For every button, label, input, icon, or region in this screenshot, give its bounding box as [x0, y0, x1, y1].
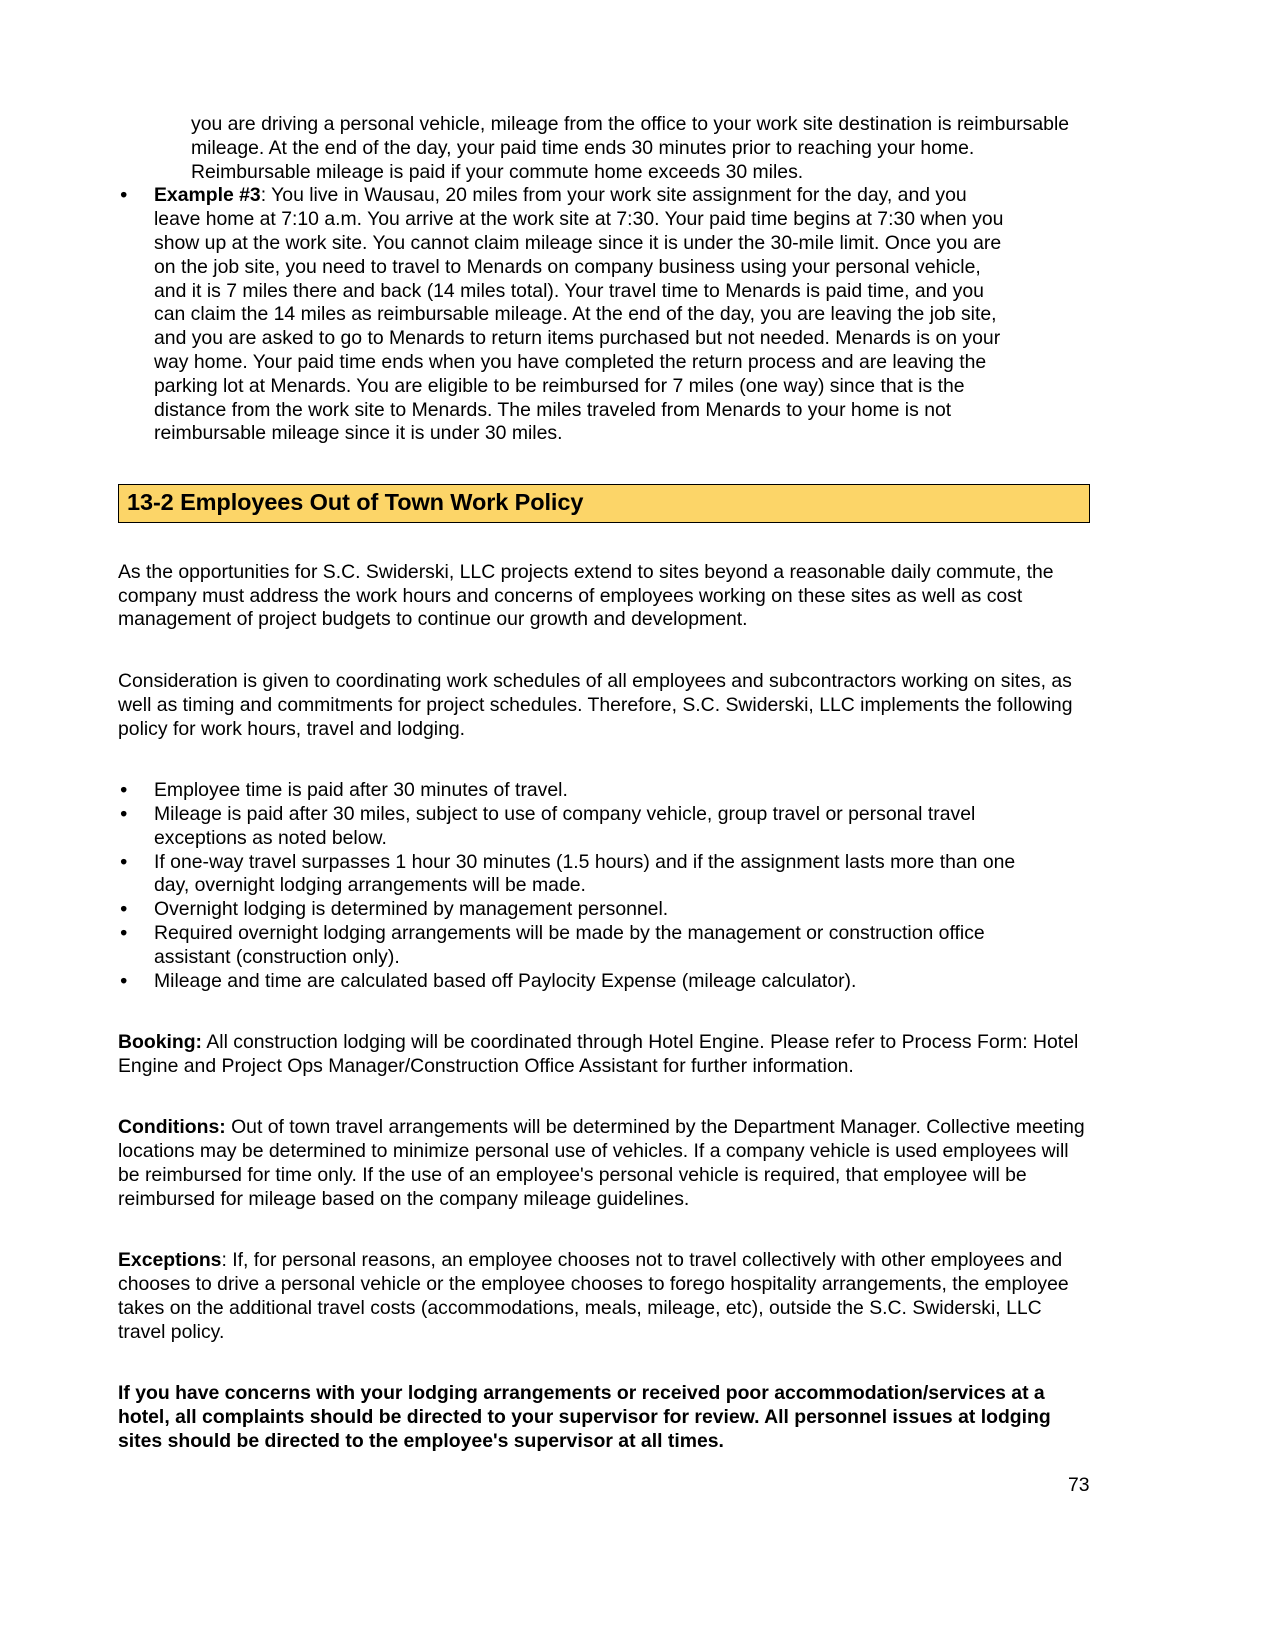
page-number: 73	[1068, 1474, 1090, 1496]
example-body: : You live in Wausau, 20 miles from your work site assignment for the day, and you leave home at 7:10 a.m. You arrive at the work site at 7:30. Your paid time begins at 7:30 when you show up at the work site. You cannot claim mileage since it is under the 30-mile limit. Once you are on the job site, you need to travel to Menards on company business using your personal vehicle, and it is 7 miles there and back (14 miles total). Your travel time to Menards is paid time, and you can claim the 14 miles as reimbursable mileage. At the end of the day, you are leaving the job site, and you are asked to go to Menards to return items purchased but not needed. Menards is on your way home. Your paid time ends when you have completed the return process and are leaving the parking lot at Menards. You are eligible to be reimbursed for 7 miles (one way) since that is the distance from the work site to Menards. The miles traveled from Menards to your home is not reimbursable mileage since it is under 30 miles.	[154, 184, 1004, 445]
page-content	[118, 113, 1090, 1454]
exceptions-label: Exceptions	[118, 1249, 222, 1272]
spacer	[118, 1368, 1090, 1382]
conditions-label: Conditions:	[118, 1116, 226, 1139]
list-item	[118, 970, 1016, 994]
policy-bullet-text: Mileage and time are calculated based off Paylocity Expense (mileage calculator).	[154, 969, 857, 992]
list-item	[118, 922, 1016, 970]
spacer	[118, 1235, 1090, 1249]
list-item	[118, 779, 1016, 803]
spacer	[118, 656, 1090, 670]
list-item	[118, 851, 1016, 899]
bullet-glyph-icon: •	[118, 184, 130, 208]
bullet-glyph-icon: •	[118, 802, 130, 826]
spacer	[118, 632, 1090, 656]
closing-bold-paragraph: If you have concerns with your lodging arrangements or received poor accommodation/services at a hotel, all complaints should be directed to your supervisor for review. All personnel issues at lodging sites should be directed to the employee's supervisor at all times.	[118, 1382, 1051, 1453]
bullet-glyph-icon: •	[118, 779, 130, 803]
section-heading-title: 13-2 Employees Out of Town Work Policy	[127, 488, 584, 515]
exceptions-paragraph	[118, 1249, 1090, 1344]
spacer	[118, 765, 1090, 779]
conditions-paragraph	[118, 1116, 1090, 1211]
spacer	[118, 1345, 1090, 1369]
bullet-glyph-icon: •	[118, 850, 130, 874]
spacer	[118, 741, 1090, 765]
spacer	[118, 1079, 1090, 1103]
conditions-body: Out of town travel arrangements will be determined by the Department Manager. Collective meeting locations may be determined to minimize personal use of vehicles. If a company vehicle is used employees will be reimbursed for time only. If the use of an employee's personal vehicle is required, that employee will be reimbursed for mileage based on the company mileage guidelines.	[118, 1116, 1085, 1210]
example-bullet-text	[154, 184, 1018, 446]
example-bullet-list	[118, 184, 1018, 446]
list-item	[118, 898, 1016, 922]
example-label: Example #3	[154, 184, 261, 207]
policy-bullet-list	[118, 779, 1016, 993]
policy-bullet-text: Employee time is paid after 30 minutes of travel.	[154, 779, 568, 802]
list-item	[118, 184, 1018, 446]
policy-bullet-text: Overnight lodging is determined by management personnel.	[154, 898, 669, 921]
bullet-glyph-icon: •	[118, 921, 130, 945]
booking-paragraph	[118, 1031, 1090, 1079]
spacer	[118, 523, 1090, 547]
spacer	[118, 993, 1090, 1017]
spacer	[118, 470, 1090, 484]
spacer	[118, 547, 1090, 561]
list-item	[118, 803, 1016, 851]
booking-label: Booking:	[118, 1031, 203, 1054]
spacer	[118, 1212, 1090, 1236]
spacer	[118, 1017, 1090, 1031]
continued-paragraph-block	[191, 113, 1090, 184]
policy-bullet-text: Required overnight lodging arrangements will be made by the management or construction office assistant (construction only).	[154, 921, 985, 968]
policy-bullet-text: Mileage is paid after 30 miles, subject to use of company vehicle, group travel or personal travel exceptions as noted below.	[154, 802, 976, 849]
bullet-glyph-icon: •	[118, 969, 130, 993]
booking-body: All construction lodging will be coordinated through Hotel Engine. Please refer to Process Form: Hotel Engine and Project Ops Manager/Construction Office Assistant for further information.	[118, 1031, 1079, 1077]
spacer	[118, 1102, 1090, 1116]
intro-paragraph-2: Consideration is given to coordinating work schedules of all employees and subcontractors working on sites, as well as timing and commitments for project schedules. Therefore, S.C. Swiderski, LLC implements the following policy for work hours, travel and lodging.	[118, 669, 1073, 740]
bullet-glyph-icon: •	[118, 898, 130, 922]
continued-paragraph: you are driving a personal vehicle, mileage from the office to your work site destination is reimbursable mileage. At the end of the day, your paid time ends 30 minutes prior to reaching your home. Reimbursable mileage is paid if your commute home exceeds 30 miles.	[191, 113, 1070, 183]
policy-bullet-text: If one-way travel surpasses 1 hour 30 minutes (1.5 hours) and if the assignment lasts more than one day, overnight lodging arrangements will be made.	[154, 850, 1016, 897]
intro-paragraph-1: As the opportunities for S.C. Swiderski, LLC projects extend to sites beyond a reasonable daily commute, the company must address the work hours and concerns of employees working on these sites as well as cost management of project budgets to continue our growth and development.	[118, 560, 1054, 631]
section-heading-banner	[118, 484, 1090, 523]
spacer	[118, 446, 1090, 470]
exceptions-body: : If, for personal reasons, an employee chooses not to travel collectively with other employees and chooses to drive a personal vehicle or the employee chooses to forego hospitality arrangements, the employee takes on the additional travel costs (accommodations, meals, mileage, etc), outside the S.C. Swiderski, LLC travel policy.	[118, 1249, 1069, 1343]
